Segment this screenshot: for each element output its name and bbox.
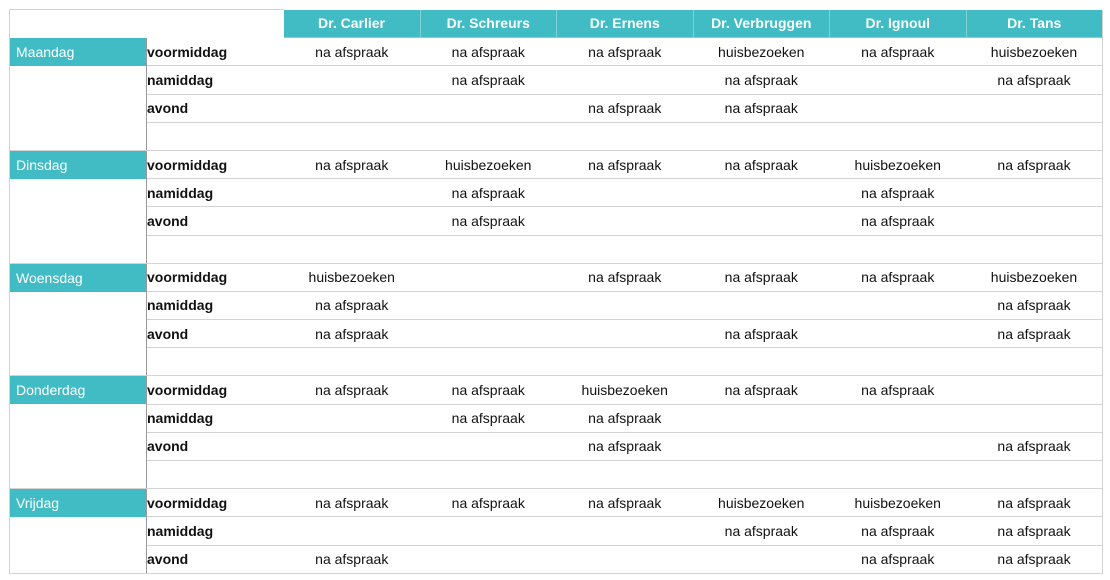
doctor-header-tans: Dr. Tans [966, 10, 1103, 38]
schedule-slot: na afspraak [830, 263, 967, 291]
schedule-slot [830, 291, 967, 319]
period-label: voormiddag [147, 263, 284, 291]
schedule-slot: na afspraak [966, 150, 1103, 178]
period-label: namiddag [147, 404, 284, 432]
spacer-cell [557, 461, 694, 489]
schedule-slot [557, 207, 694, 235]
doctor-header-schreurs: Dr. Schreurs [420, 10, 557, 38]
schedule-slot: na afspraak [557, 263, 694, 291]
day-cell [10, 376, 147, 489]
spacer-cell [693, 461, 830, 489]
schedule-slot [284, 207, 421, 235]
period-label: voormiddag [147, 376, 284, 404]
spacer-cell [284, 348, 421, 376]
spacer-cell [693, 122, 830, 150]
schedule-slot [284, 404, 421, 432]
schedule-row [10, 179, 1103, 207]
day-label: Donderdag [10, 376, 146, 404]
schedule-slot [284, 94, 421, 122]
schedule-slot: na afspraak [420, 489, 557, 517]
schedule-slot: na afspraak [830, 207, 967, 235]
schedule-slot [830, 432, 967, 460]
day-cell [10, 489, 147, 574]
schedule-slot [557, 66, 694, 94]
schedule-row [10, 432, 1103, 460]
schedule-slot: na afspraak [420, 404, 557, 432]
period-label: namiddag [147, 66, 284, 94]
schedule-slot [420, 320, 557, 348]
spacer-cell [420, 461, 557, 489]
day-label: Woensdag [10, 264, 146, 292]
spacer-cell [830, 235, 967, 263]
doctor-header-ignoul: Dr. Ignoul [830, 10, 967, 38]
spacer-cell [147, 348, 284, 376]
schedule-slot [420, 432, 557, 460]
schedule-slot: huisbezoeken [693, 38, 830, 66]
schedule-slot [966, 404, 1103, 432]
spacer-cell [147, 461, 284, 489]
schedule-row [10, 38, 1103, 66]
schedule-slot [693, 291, 830, 319]
period-label: avond [147, 207, 284, 235]
schedule-slot: na afspraak [420, 66, 557, 94]
schedule-slot [557, 517, 694, 545]
spacer-cell [284, 235, 421, 263]
doctor-header-verbruggen: Dr. Verbruggen [693, 10, 830, 38]
schedule-slot [830, 66, 967, 94]
schedule-row [10, 376, 1103, 404]
schedule-slot [966, 376, 1103, 404]
schedule-slot: na afspraak [966, 66, 1103, 94]
spacer-cell [966, 122, 1103, 150]
schedule-slot: na afspraak [830, 38, 967, 66]
schedule-slot [693, 207, 830, 235]
schedule-slot: na afspraak [284, 489, 421, 517]
schedule-slot [420, 545, 557, 573]
day-spacer-row [10, 235, 1103, 263]
spacer-cell [693, 235, 830, 263]
spacer-cell [557, 235, 694, 263]
schedule-slot [557, 179, 694, 207]
schedule-slot: na afspraak [284, 38, 421, 66]
schedule-slot: na afspraak [966, 545, 1103, 573]
period-label: namiddag [147, 179, 284, 207]
schedule-row [10, 489, 1103, 517]
schedule-slot: huisbezoeken [830, 489, 967, 517]
spacer-cell [557, 348, 694, 376]
schedule-slot [284, 432, 421, 460]
period-label: avond [147, 320, 284, 348]
schedule-slot: na afspraak [966, 517, 1103, 545]
doctor-header-ernens: Dr. Ernens [557, 10, 694, 38]
day-cell [10, 150, 147, 263]
spacer-cell [147, 235, 284, 263]
schedule-slot: na afspraak [284, 376, 421, 404]
header-corner-cell [10, 10, 284, 38]
schedule-row [10, 517, 1103, 545]
schedule-slot [284, 179, 421, 207]
schedule-slot: na afspraak [693, 263, 830, 291]
spacer-cell [830, 122, 967, 150]
spacer-cell [830, 461, 967, 489]
schedule-row [10, 263, 1103, 291]
schedule-slot [966, 179, 1103, 207]
schedule-row [10, 545, 1103, 573]
schedule-slot: na afspraak [966, 320, 1103, 348]
schedule-slot [420, 263, 557, 291]
schedule-slot: na afspraak [693, 94, 830, 122]
schedule-slot [420, 291, 557, 319]
spacer-cell [557, 122, 694, 150]
schedule-row [10, 150, 1103, 178]
schedule-slot [420, 94, 557, 122]
schedule-slot: huisbezoeken [830, 150, 967, 178]
day-spacer-row [10, 461, 1103, 489]
schedule-slot [830, 404, 967, 432]
schedule-slot [420, 517, 557, 545]
schedule-slot: na afspraak [830, 517, 967, 545]
schedule-row [10, 207, 1103, 235]
schedule-slot [693, 432, 830, 460]
schedule-slot: na afspraak [420, 179, 557, 207]
schedule-slot: na afspraak [284, 150, 421, 178]
day-cell [10, 263, 147, 376]
schedule-slot: na afspraak [557, 404, 694, 432]
schedule-slot: huisbezoeken [966, 263, 1103, 291]
schedule-slot: huisbezoeken [420, 150, 557, 178]
schedule-row [10, 404, 1103, 432]
period-label: namiddag [147, 517, 284, 545]
schedule-slot: na afspraak [693, 66, 830, 94]
schedule-slot: na afspraak [284, 545, 421, 573]
schedule-slot [693, 545, 830, 573]
schedule-table [9, 9, 1103, 574]
day-spacer-row [10, 122, 1103, 150]
schedule-body [10, 38, 1103, 574]
schedule-slot: na afspraak [693, 517, 830, 545]
schedule-slot: na afspraak [284, 320, 421, 348]
schedule-slot [693, 179, 830, 207]
period-label: namiddag [147, 291, 284, 319]
period-label: avond [147, 432, 284, 460]
schedule-slot [966, 207, 1103, 235]
period-label: voormiddag [147, 38, 284, 66]
day-cell [10, 38, 147, 151]
schedule-slot: na afspraak [693, 320, 830, 348]
schedule-slot: na afspraak [557, 150, 694, 178]
schedule-slot: na afspraak [557, 38, 694, 66]
day-label: Maandag [10, 38, 146, 66]
schedule-slot: huisbezoeken [284, 263, 421, 291]
spacer-cell [147, 122, 284, 150]
schedule-row [10, 94, 1103, 122]
schedule-slot: na afspraak [966, 291, 1103, 319]
schedule-slot: na afspraak [557, 489, 694, 517]
spacer-cell [284, 461, 421, 489]
spacer-cell [420, 348, 557, 376]
schedule-slot: na afspraak [420, 38, 557, 66]
spacer-cell [830, 348, 967, 376]
schedule-slot [966, 94, 1103, 122]
schedule-slot: na afspraak [966, 489, 1103, 517]
doctor-header-row [10, 10, 1103, 38]
period-label: avond [147, 545, 284, 573]
schedule-slot: na afspraak [420, 376, 557, 404]
schedule-slot: na afspraak [693, 150, 830, 178]
period-label: avond [147, 94, 284, 122]
schedule-slot [557, 320, 694, 348]
schedule-row [10, 320, 1103, 348]
schedule-slot [284, 66, 421, 94]
period-label: voormiddag [147, 150, 284, 178]
spacer-cell [420, 122, 557, 150]
period-label: voormiddag [147, 489, 284, 517]
schedule-slot: huisbezoeken [966, 38, 1103, 66]
schedule-slot: na afspraak [830, 376, 967, 404]
schedule-slot: na afspraak [966, 432, 1103, 460]
day-spacer-row [10, 348, 1103, 376]
schedule-slot: na afspraak [693, 376, 830, 404]
schedule-slot: na afspraak [557, 94, 694, 122]
schedule-slot [284, 517, 421, 545]
schedule-slot: huisbezoeken [557, 376, 694, 404]
schedule-slot [830, 320, 967, 348]
spacer-cell [693, 348, 830, 376]
spacer-cell [284, 122, 421, 150]
schedule-slot: na afspraak [284, 291, 421, 319]
day-label: Dinsdag [10, 151, 146, 179]
schedule-slot [557, 545, 694, 573]
schedule-slot: na afspraak [830, 545, 967, 573]
schedule-slot: huisbezoeken [693, 489, 830, 517]
schedule-slot [693, 404, 830, 432]
schedule-row [10, 291, 1103, 319]
schedule-slot [830, 94, 967, 122]
schedule-slot: na afspraak [830, 179, 967, 207]
day-label: Vrijdag [10, 489, 146, 517]
spacer-cell [966, 461, 1103, 489]
spacer-cell [420, 235, 557, 263]
schedule-slot: na afspraak [420, 207, 557, 235]
schedule-row [10, 66, 1103, 94]
schedule-slot [557, 291, 694, 319]
doctor-header-carlier: Dr. Carlier [284, 10, 421, 38]
spacer-cell [966, 348, 1103, 376]
spacer-cell [966, 235, 1103, 263]
schedule-slot: na afspraak [557, 432, 694, 460]
